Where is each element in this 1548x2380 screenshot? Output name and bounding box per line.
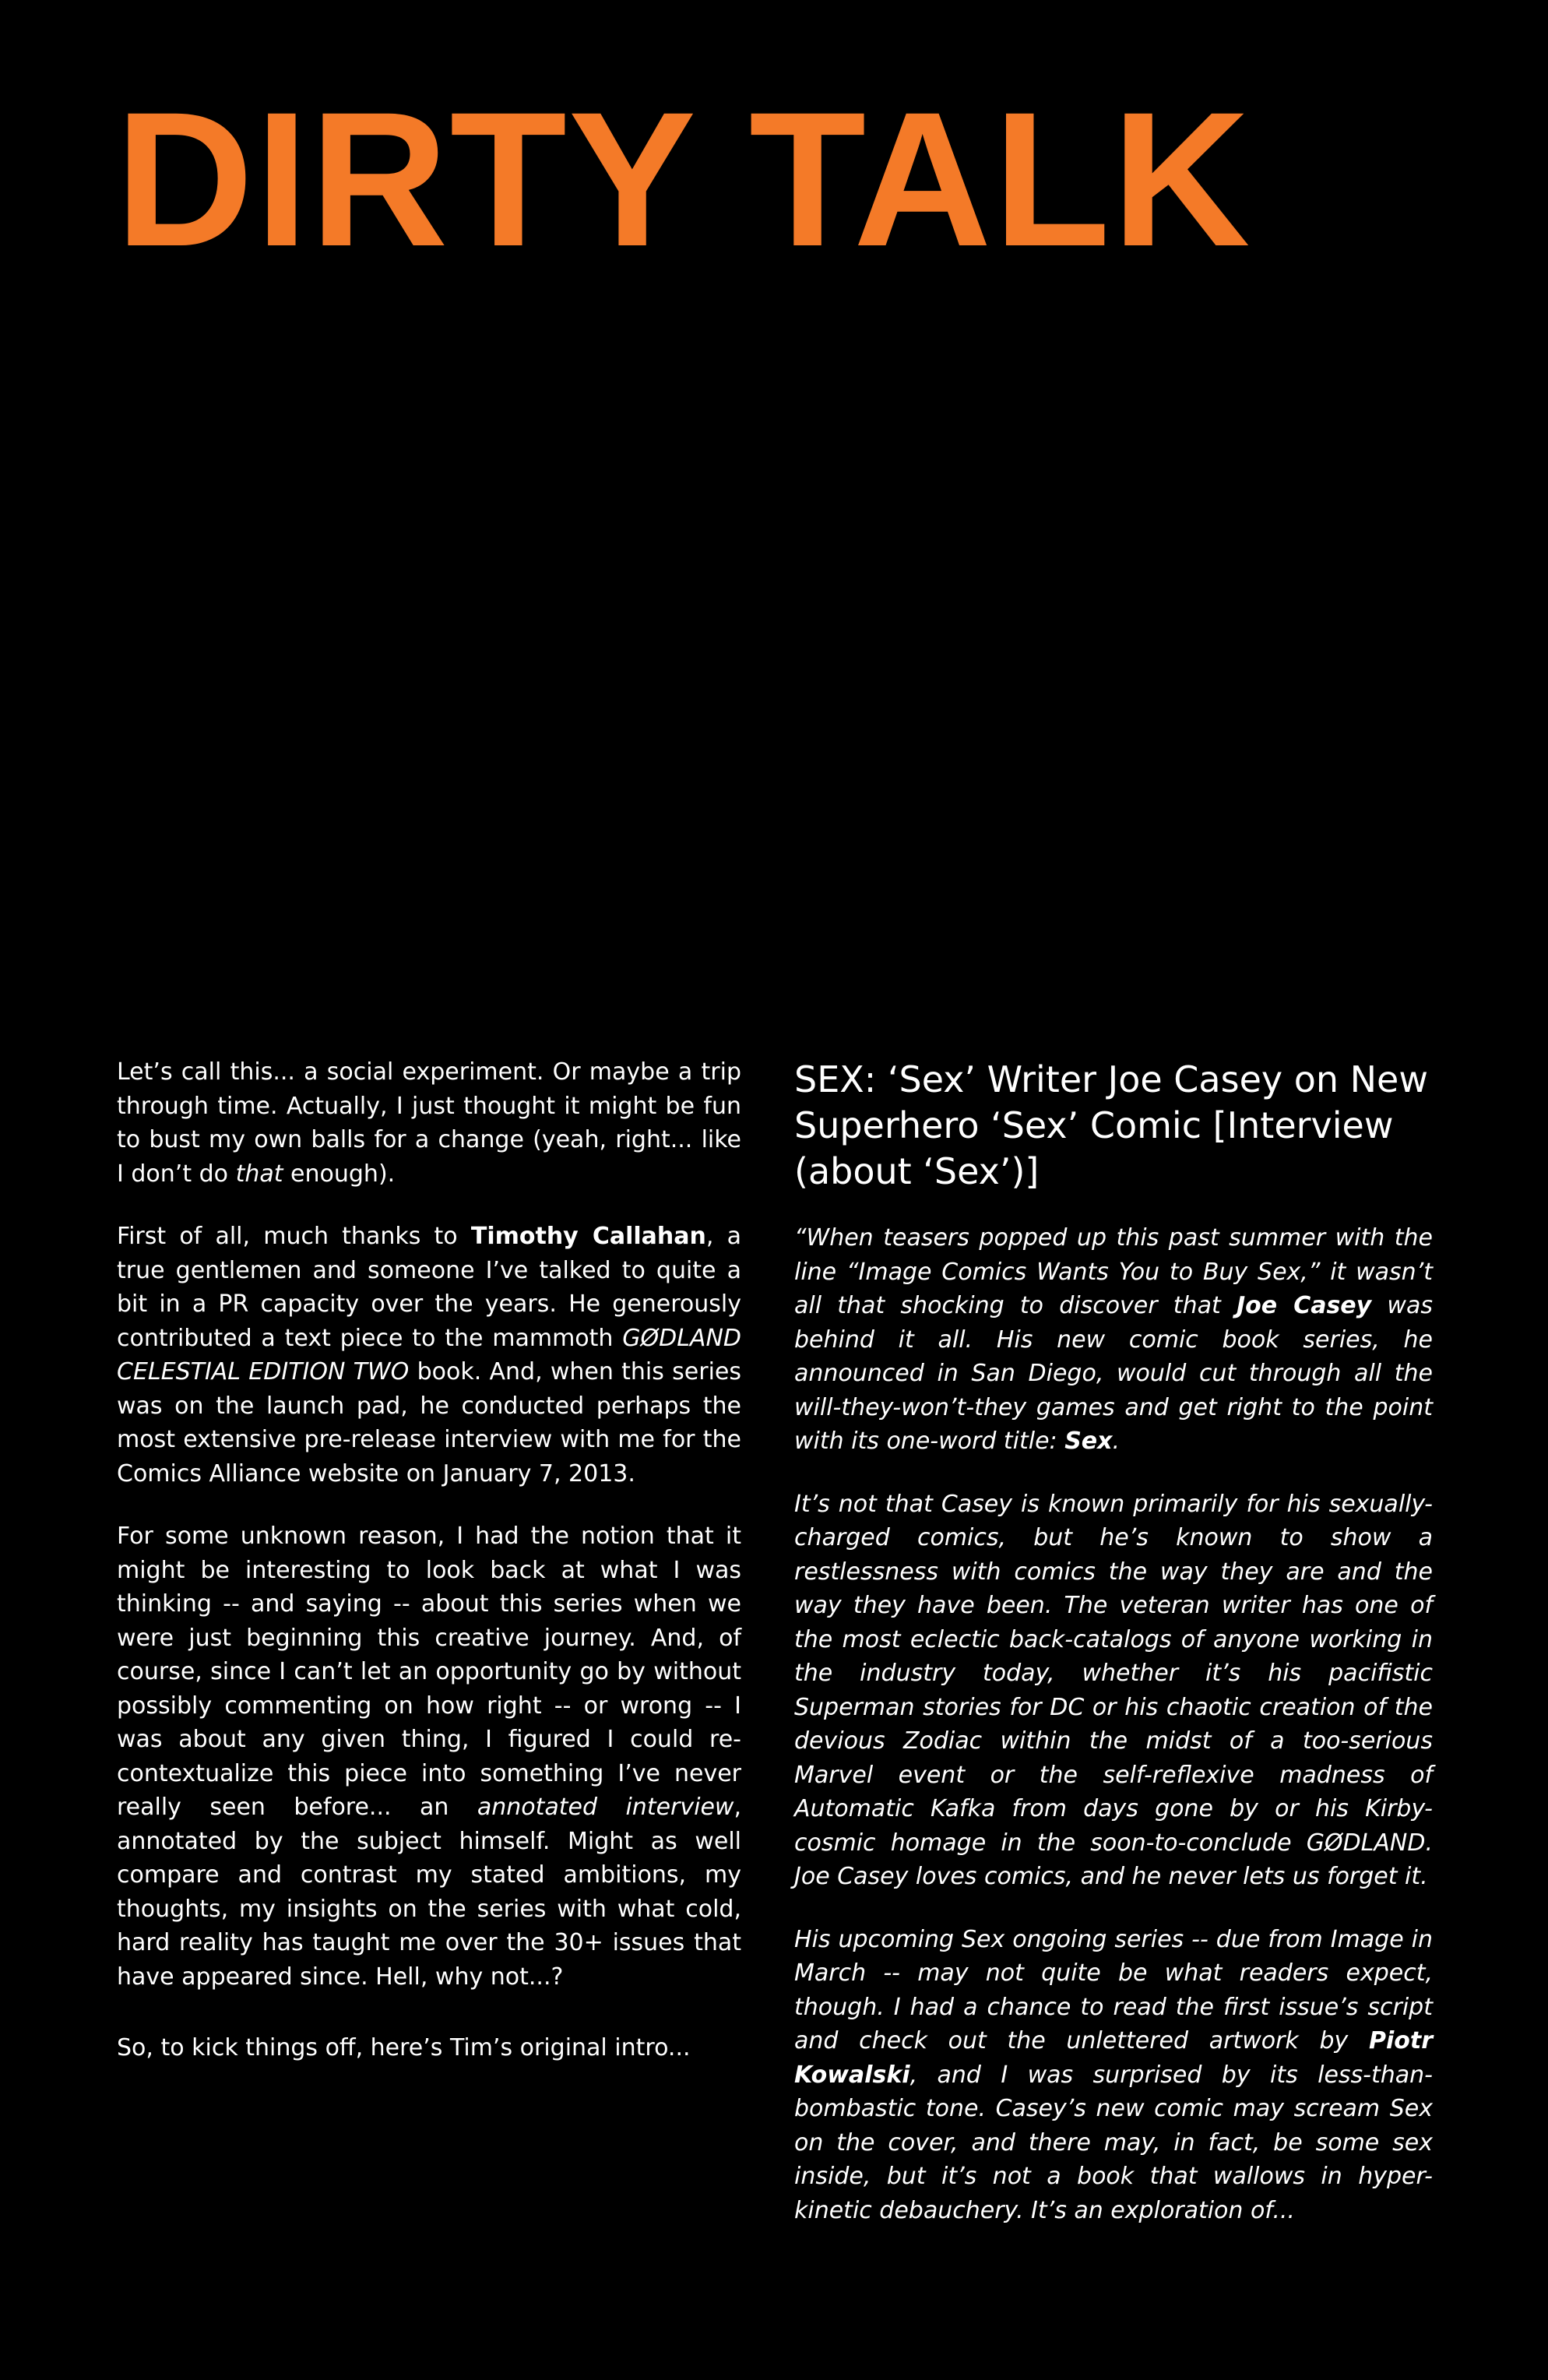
interview-paragraph-2: It’s not that Casey is known primarily for his sexually-charged comics, but he’s known to show a restlessness with comics the way they are and the way they have been. The veteran writer has one of the most eclectic back-catalogs of anyone working in the industry today, whether it’s his pacifistic Superman stories for DC or his chaotic creation of the devious Zodiac within the midst of a too-serious Marvel event or the self-reflexive madness of Automatic Kafka from days gone by or his Kirby-cosmic homage in the soon-to-conclude GØDLAND. Joe Casey loves comics, and he never lets us forget it. (794, 1490, 1433, 1890)
interview-paragraph-1 (794, 1221, 1433, 1459)
intro-p1-emphasis: that (235, 1160, 283, 1188)
interview-p1-text-b: was behind it all. His new comic book series, he announced in San Diego, would cut through all the will-they-won’t-they games and get right to the point with its one-word title: (794, 1292, 1433, 1455)
interview-p1-name: Joe Casey (1236, 1292, 1372, 1319)
intro-paragraph-1 (117, 1055, 741, 1191)
interview-p1-text-a: “When teasers popped up this past summer with the line “Image Comics Wants You to Buy Sex,” it wasn’t all that shocking to discover that (794, 1224, 1433, 1319)
intro-column (117, 1055, 741, 2094)
intro-p3-text-b: , annotated by the subject himself. Might as well compare and contrast my stated ambitions, my thoughts, my insights on the series with what cold, hard reality has taught me over the 30+ issues that have appeared since. Hell, why not...? (117, 1794, 741, 1991)
intro-p3-text-a: For some unknown reason, I had the notion that it might be interesting to look back at what I was thinking -- and saying -- about this series when we were just beginning this creative journey. And, of course, since I can’t let an opportunity go by without possibly commenting on how right -- or wrong -- I was about any given thing, I figured I could re-contextualize this piece into something I’ve never really seen before... an (117, 1523, 741, 1821)
interview-p3-text-b: , and I was surprised by its less-than-bombastic tone. Casey’s new comic may scream Sex on the cover, and there may, in fact, be some sex inside, but it’s not a book that wallows in hyper-kinetic debauchery. It’s an exploration of... (794, 2061, 1433, 2224)
intro-p3-emphasis: annotated interview (477, 1794, 734, 1821)
intro-p1-text-b: enough). (283, 1160, 396, 1188)
interview-p3-name: Piotr Kowalski (794, 2027, 1433, 2089)
interview-heading: SEX: ‘Sex’ Writer Joe Casey on New Superhero ‘Sex’ Comic [Interview (about ‘Sex’)] (794, 1058, 1428, 1192)
intro-paragraph-3 (117, 1519, 741, 1994)
intro-p1-text-a: Let’s call this... a social experiment. Or maybe a trip through time. Actually, I just thought it might be fun to bust my own balls for a change (yeah, right... like I don’t do (117, 1058, 741, 1188)
interview-p1-text-c: . (1112, 1428, 1121, 1455)
interview-p1-series-title: Sex (1064, 1428, 1113, 1455)
page-title: DIRTY TALK (115, 72, 1252, 287)
intro-p2-text-c: book. And, when this series was on the launch pad, he conducted perhaps the most extensive pre-release interview with me for the Comics Alliance website on January 7, 2013. (117, 1358, 742, 1488)
interview-paragraph-3 (794, 1923, 1433, 2228)
intro-p2-text-a: First of all, much thanks to (117, 1223, 471, 1250)
intro-paragraph-2 (117, 1220, 741, 1491)
interview-p3-text-a: His upcoming Sex ongoing series -- due from Image in March -- may not quite be what readers expect, though. I had a chance to read the first issue’s script and check out the unlettered artwork by (794, 1925, 1433, 2054)
intro-p2-text-b: , a true gentlemen and someone I’ve talked to quite a bit in a PR capacity over the years. He generously contributed a text piece to the mammoth (117, 1223, 741, 1352)
interview-column (794, 1055, 1433, 2256)
intro-p2-book-title: GØDLAND CELESTIAL EDITION TWO (117, 1324, 741, 1385)
intro-p2-name: Timothy Callahan (470, 1223, 706, 1250)
intro-paragraph-4: So, to kick things off, here’s Tim’s original intro... (117, 2034, 691, 2061)
